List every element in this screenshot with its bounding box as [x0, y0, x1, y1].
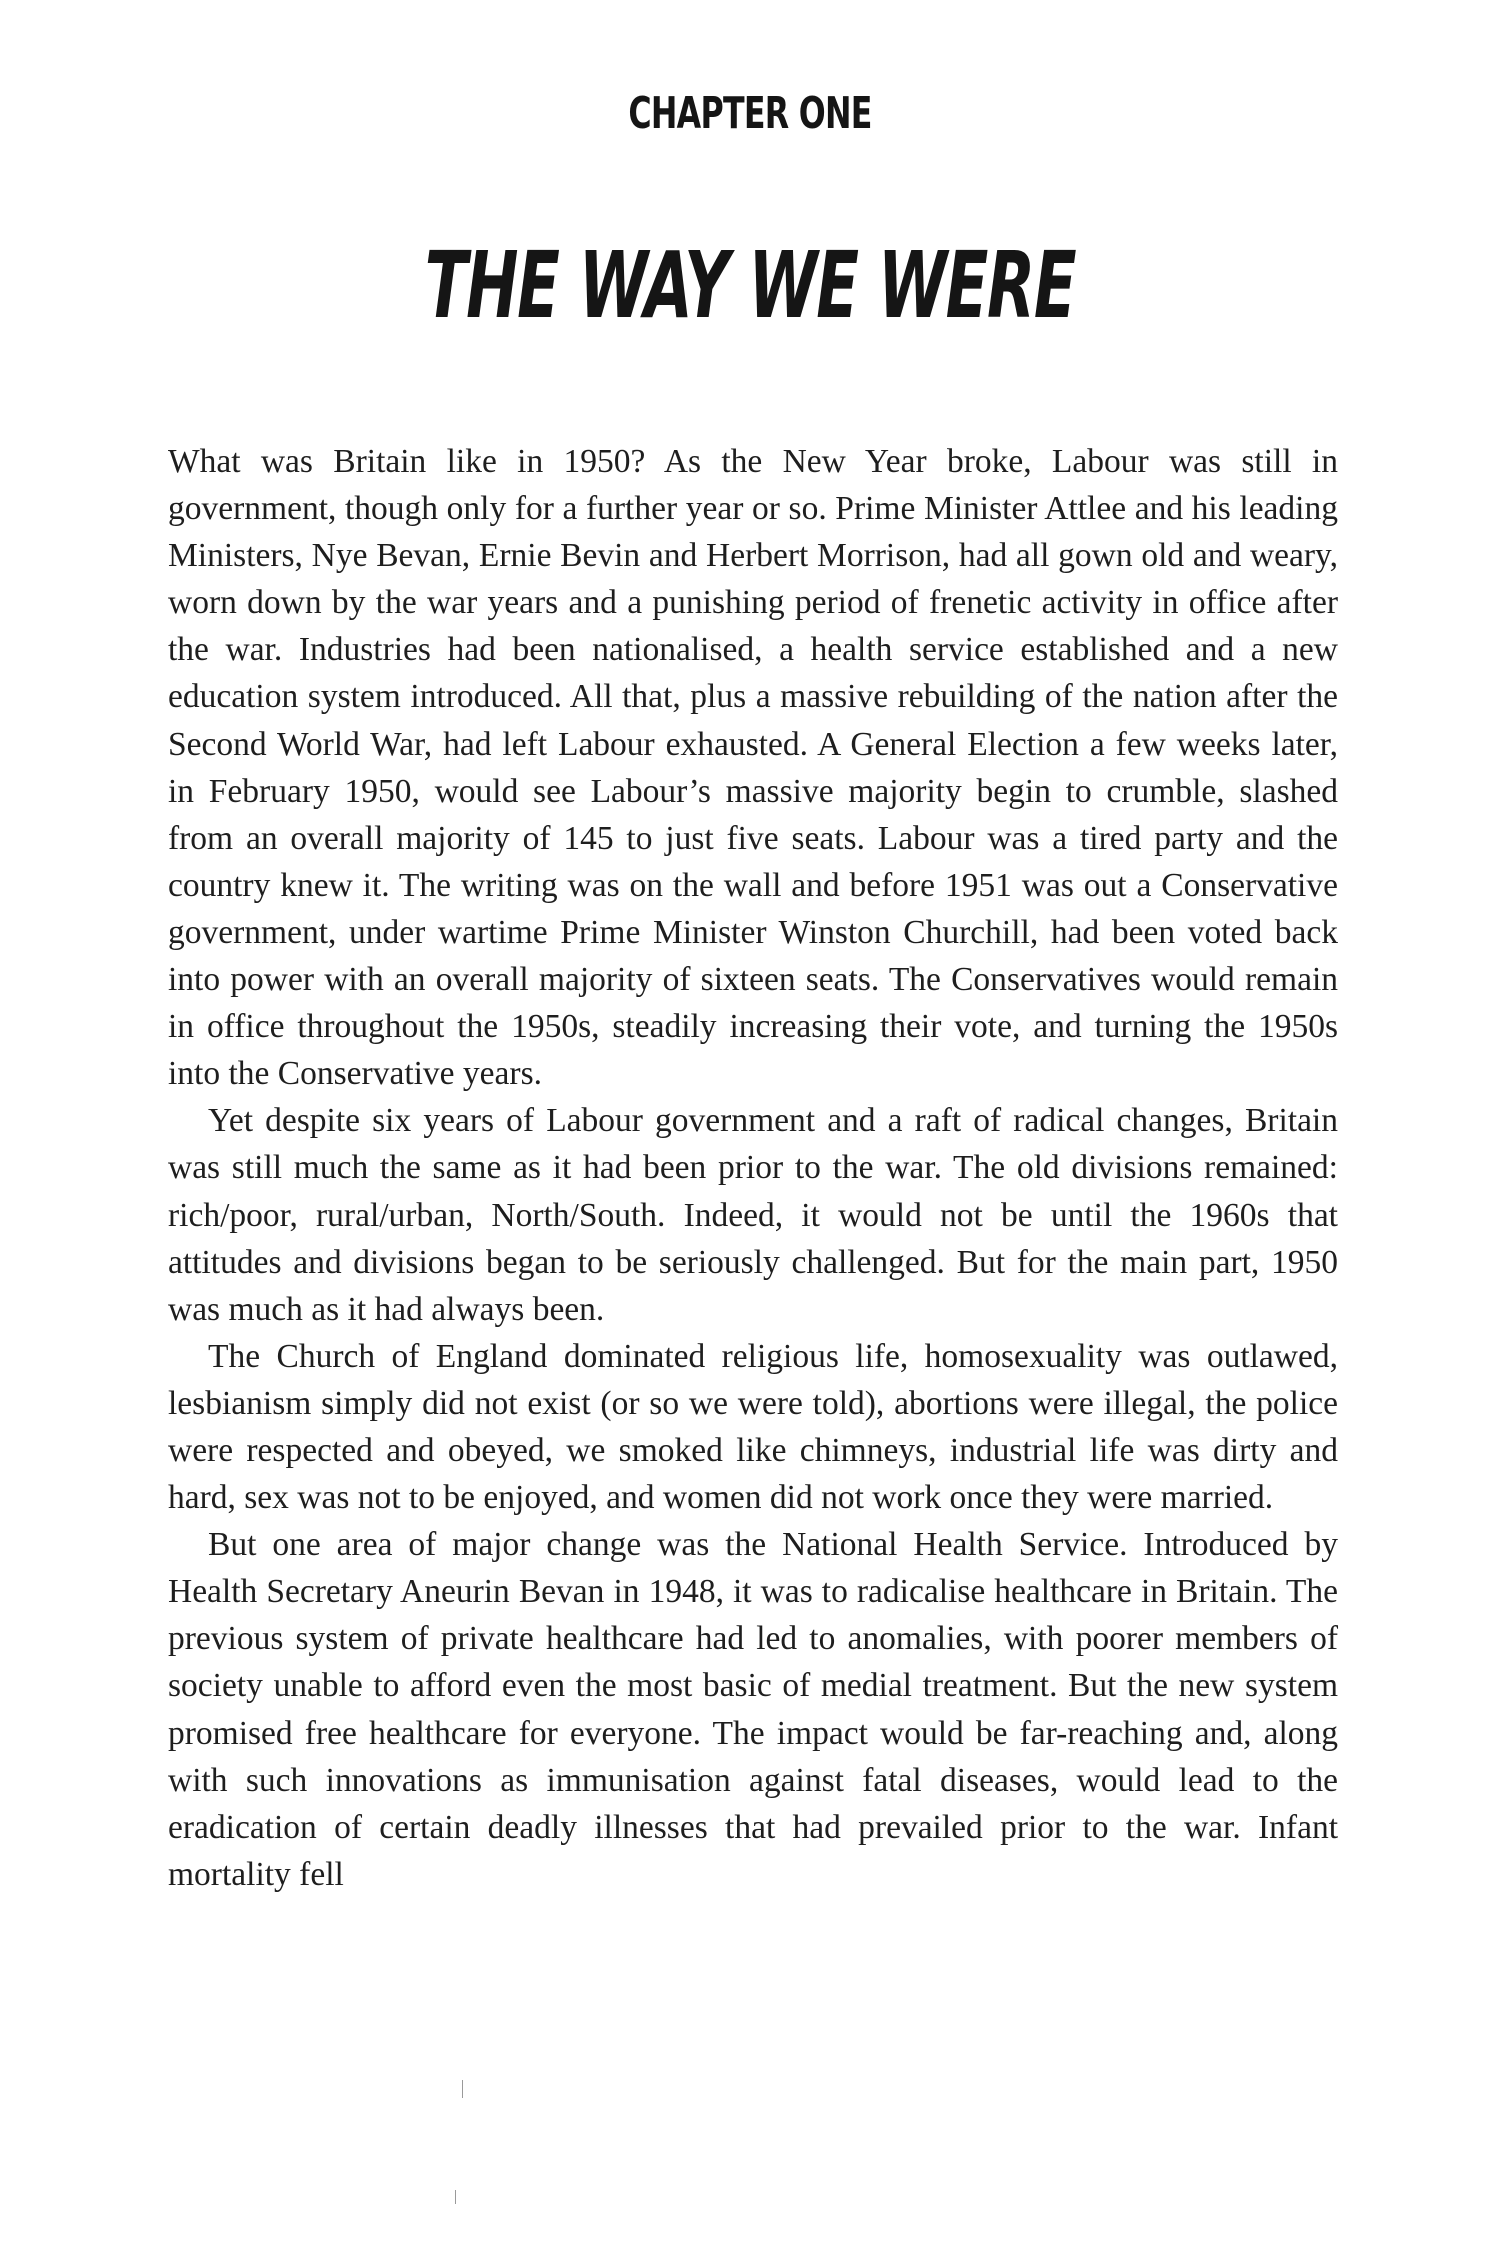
paragraph: The Church of England dominated religious life, homosexuality was outlawed, lesbianism simply did not exist (or so we were told), abortions were illegal, the police were respected and obeyed, we smoked like chimneys, industrial life was dirty and hard, sex was not to be enjoyed, and women did not work once they were married.: [168, 1337, 1338, 1517]
scan-speck: [455, 2190, 456, 2204]
chapter-title: THE WAY WE WERE: [424, 232, 1076, 339]
paragraph: What was Britain like in 1950? As the New Year broke, Labour was still in government, though only for a further year or so. Prime Minister Attlee and his leading Ministers, Nye Bevan, Ernie Bevin and Herbert Morrison, had all gown old and weary, worn down by the war years and a punishing period of frenetic activity in office after the war. Industries had been nationalised, a health service established and a new education system introduced. All that, plus a massive rebuilding of the nation after the Second World War, had left Labour exhausted. A General Election a few weeks later, in February 1950, would see Labour’s massive majority begin to crumble, slashed from an overall majority of 145 to just five seats. Labour was a tired party and the country knew it. The writing was on the wall and before 1951 was out a Conservative government, under wartime Prime Minister Winston Churchill, had been voted back into power with an overall majority of sixteen seats. The Conservatives would remain in office throughout the 1950s, steadily increasing their vote, and turning the 1950s into the Conservative years.: [168, 443, 1338, 1093]
chapter-label: CHAPTER ONE: [628, 88, 872, 139]
chapter-body: [168, 438, 1338, 1898]
paragraph: But one area of major change was the National Health Service. Introduced by Health Secretary Aneurin Bevan in 1948, it was to radicalise healthcare in Britain. The previous system of private healthcare had led to anomalies, with poorer members of society unable to afford even the most basic of medial treatment. But the new system promised free healthcare for everyone. The impact would be far-reaching and, along with such innovations as immunisation against fatal diseases, would lead to the eradication of certain deadly illnesses that had prevailed prior to the war. Infant mortality fell: [168, 1526, 1338, 1893]
scan-speck: [462, 2080, 463, 2098]
paragraph: Yet despite six years of Labour government and a raft of radical changes, Britain was still much the same as it had been prior to the war. The old divisions remained: rich/poor, rural/urban, North/South. Indeed, it would not be until the 1960s that attitudes and divisions began to be seriously challenged. But for the main part, 1950 was much as it had always been.: [168, 1102, 1338, 1328]
